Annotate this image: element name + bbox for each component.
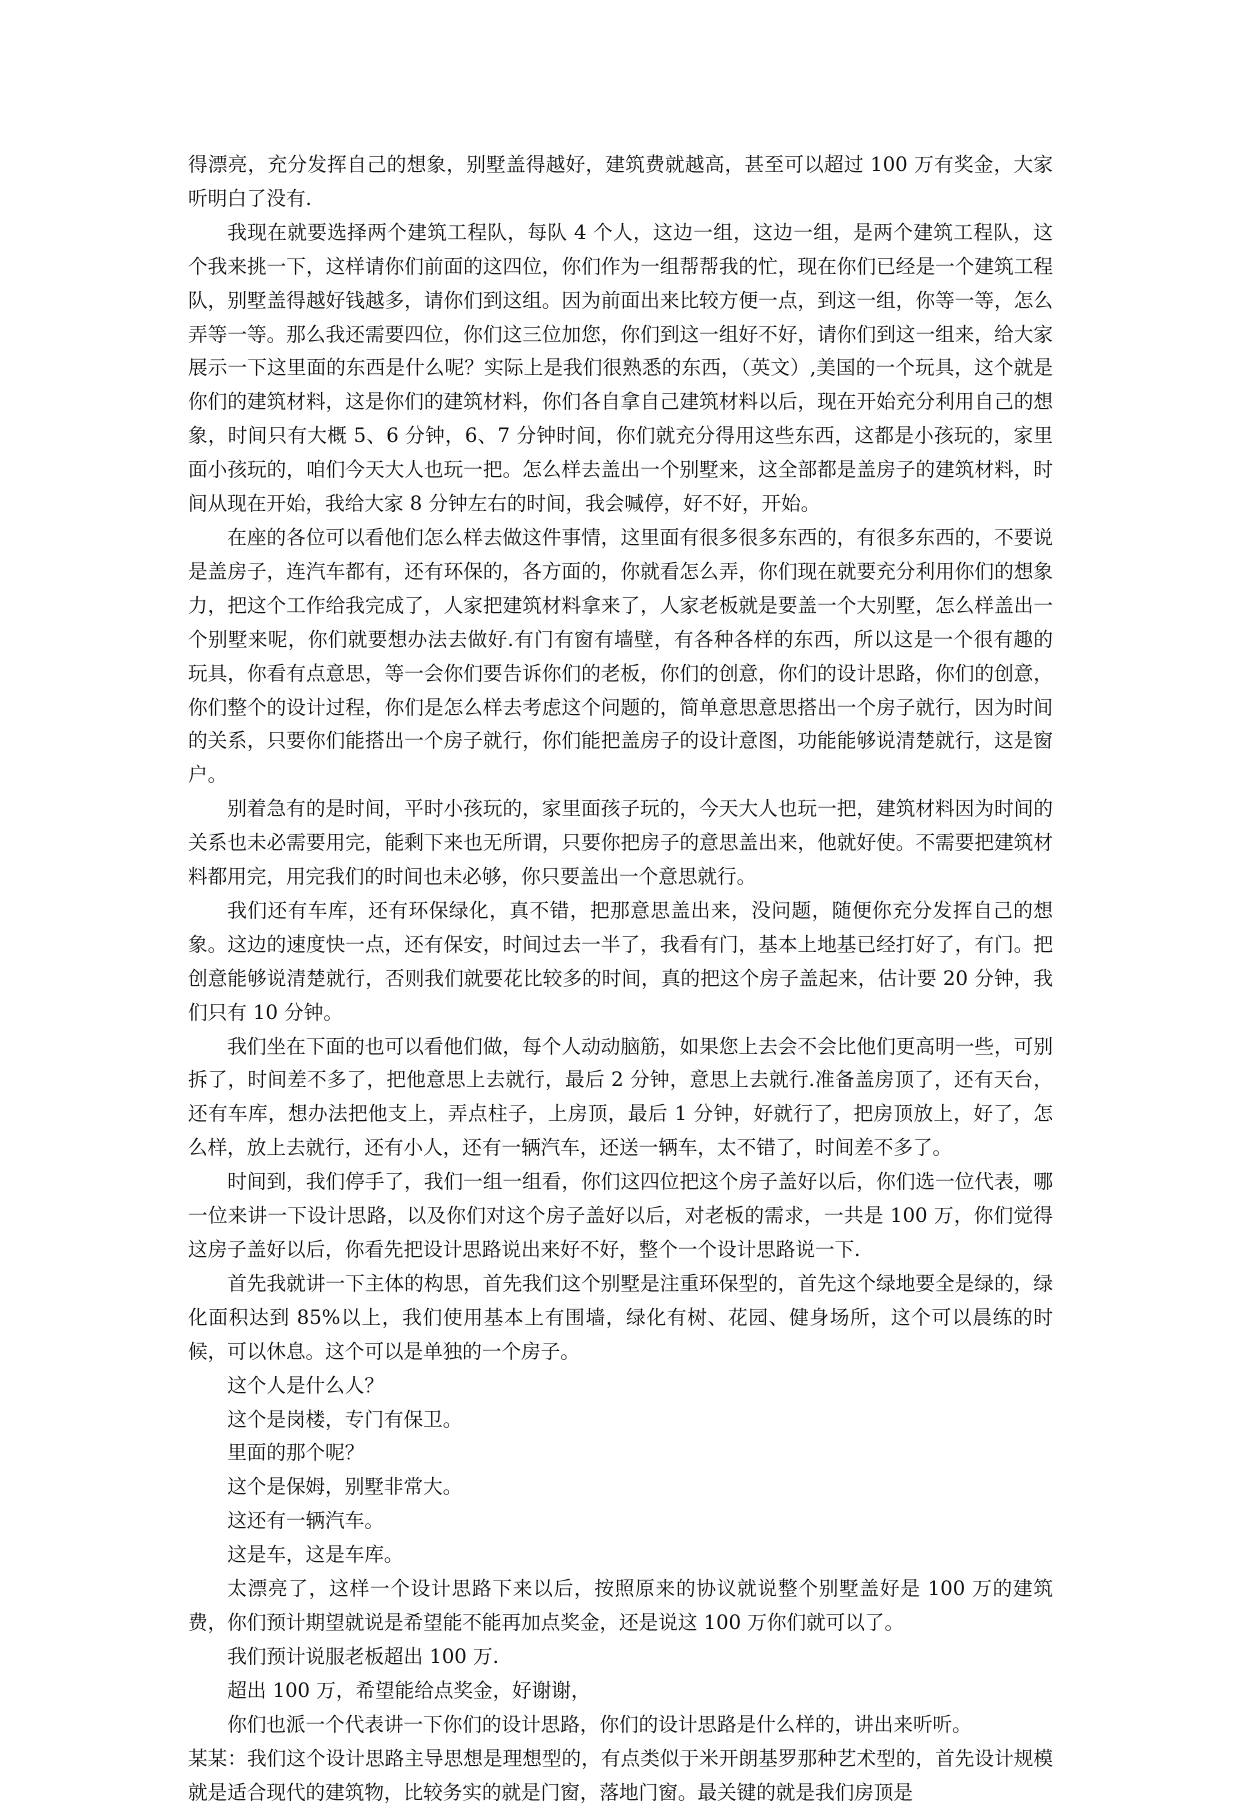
- dialogue-line: 这是车，这是车库。: [227, 1543, 404, 1567]
- paragraph: 太漂亮了，这样一个设计思路下来以后，按照原来的协议就说整个别墅盖好是 100 万的建筑费，你们预计期望就说是希望能不能再加点奖金，还是说这 100 万你们就可以了。: [188, 1577, 1053, 1634]
- body-text: [188, 148, 1053, 1809]
- dialogue-line: 这还有一辆汽车。: [227, 1509, 384, 1533]
- paragraph: 我们坐在下面的也可以看他们做，每个人动动脑筋，如果您上去会不会比他们更高明一些，可别拆了，时间差不多了，把他意思上去就行，最后 2 分钟，意思上去就行.准备盖房顶了，还有天台，还有车库，想办法把他支上，弄点柱子，上房顶，最后 1 分钟，好就行了，把房顶放上，好了，怎么样，放上去就行，还有小人，还有一辆汽车，还送一辆车，太不错了，时间差不多了。: [188, 1034, 1053, 1160]
- paragraph: 得漂亮，充分发挥自己的想象，别墅盖得越好，建筑费就越高，甚至可以超过 100 万有奖金，大家听明白了没有.: [188, 153, 1053, 210]
- paragraph: 首先我就讲一下主体的构思，首先我们这个别墅是注重环保型的，首先这个绿地要全是绿的，绿化面积达到 85%以上，我们使用基本上有围墙，绿化有树、花园、健身场所，这个可以晨练的时候，可以休息。这个可以是单独的一个房子。: [188, 1271, 1053, 1363]
- paragraph: 你们也派一个代表讲一下你们的设计思路，你们的设计思路是什么样的，讲出来听听。: [227, 1712, 972, 1736]
- paragraph: 某某：我们这个设计思路主导思想是理想型的，有点类似于米开朗基罗那种艺术型的，首先设计规模就是适合现代的建筑物，比较务实的就是门窗，落地门窗。最关键的就是我们房顶是: [188, 1746, 1053, 1804]
- paragraph: 时间到，我们停手了，我们一组一组看，你们这四位把这个房子盖好以后，你们选一位代表，哪一位来讲一下设计思路，以及你们对这个房子盖好以后，对老板的需求，一共是 100 万，你们觉得这房子盖好以后，你看先把设计思路说出来好不好，整个一个设计思路说一下.: [188, 1170, 1053, 1261]
- dialogue-line: 这个人是什么人？: [227, 1373, 384, 1397]
- dialogue-line: 这个是岗楼，专门有保卫。: [227, 1407, 463, 1431]
- dialogue-line: 里面的那个呢？: [227, 1441, 365, 1465]
- paragraph: 在座的各位可以看他们怎么样去做这件事情，这里面有很多很多东西的，有很多东西的，不要说是盖房子，连汽车都有，还有环保的，各方面的，你就看怎么弄，你们现在就要充分利用你们的想象力，把这个工作给我完成了，人家把建筑材料拿来了，人家老板就是要盖一个大别墅，怎么样盖出一个别墅来呢，你们就要想办法去做好.有门有窗有墙壁，有各种各样的东西，所以这是一个很有趣的玩具，你看有点意思，等一会你们要告诉你们的老板，你们的创意，你们的设计思路，你们的创意，你们整个的设计过程，你们是怎么样去考虑这个问题的，简单意思意思搭出一个房子就行，因为时间的关系，只要你们能搭出一个房子就行，你们能把盖房子的设计意图，功能能够说清楚就行，这是窗户。: [188, 525, 1053, 787]
- dialogue-line: 我们预计说服老板超出 100 万.: [227, 1644, 499, 1668]
- paragraph: 我现在就要选择两个建筑工程队，每队 4 个人，这边一组，这边一组，是两个建筑工程队，这个我来挑一下，这样请你们前面的这四位，你们作为一组帮帮我的忙，现在你们已经是一个建筑工程队，别墅盖得越好钱越多，请你们到这组。因为前面出来比较方便一点，到这一组，你等一等，怎么弄等一等。那么我还需要四位，你们这三位加您，你们到这一组好不好，请你们到这一组来，给大家展示一下这里面的东西是什么呢？实际上是我们很熟悉的东西，（英文）,美国的一个玩具，这个就是你们的建筑材料，这是你们的建筑材料，你们各自拿自己建筑材料以后，现在开始充分利用自己的想象，时间只有大概 5、6 分钟，6、7 分钟时间，你们就充分得用这些东西，这都是小孩玩的，家里面小孩玩的，咱们今天大人也玩一把。怎么样去盖出一个别墅来，这全部都是盖房子的建筑材料，时间从现在开始，我给大家 8 分钟左右的时间，我会喊停，好不好，开始。: [188, 220, 1053, 516]
- paragraph: 别着急有的是时间，平时小孩玩的，家里面孩子玩的，今天大人也玩一把，建筑材料因为时间的关系也未必需要用完，能剩下来也无所谓，只要你把房子的意思盖出来，他就好使。不需要把建筑材料都用完，用完我们的时间也未必够，你只要盖出一个意思就行。: [188, 797, 1053, 889]
- paragraph: 我们还有车库，还有环保绿化，真不错，把那意思盖出来，没问题，随便你充分发挥自己的想象。这边的速度快一点，还有保安，时间过去一半了，我看有门，基本上地基已经打好了，有门。把创意能够说清楚就行，否则我们就要花比较多的时间，真的把这个房子盖起来，估计要 20 分钟，我们只有 10 分钟。: [188, 898, 1053, 1024]
- dialogue-line: 这个是保姆，别墅非常大。: [227, 1475, 463, 1499]
- dialogue-line: 超出 100 万，希望能给点奖金，好谢谢，: [227, 1678, 591, 1702]
